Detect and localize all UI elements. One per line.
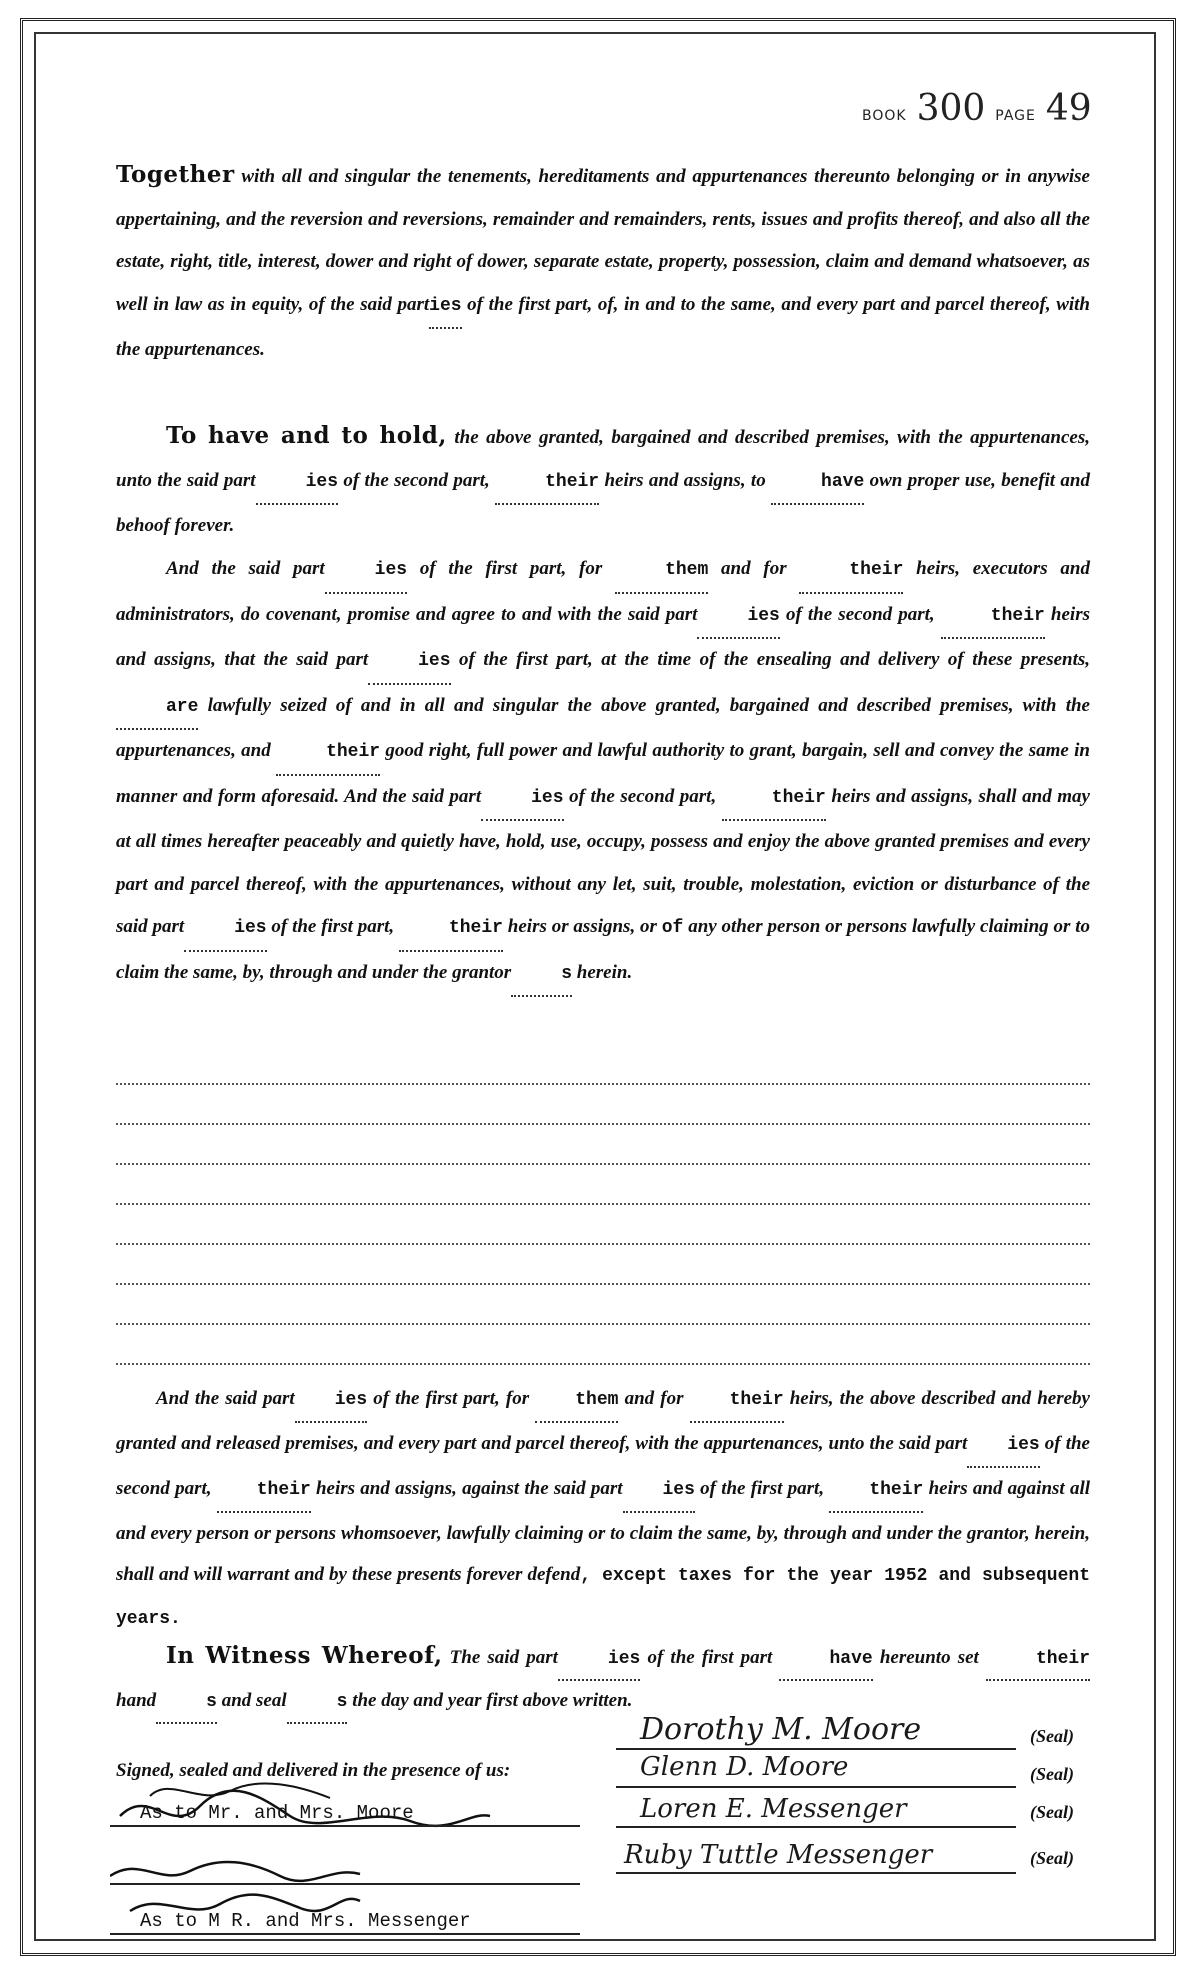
p4-f6: ies	[623, 1470, 695, 1513]
p3-t8: lawfully seized of and in all and singular the above granted, bargained and described premises, with the appurtenances, and	[116, 694, 1090, 761]
fill-have: have	[771, 461, 864, 506]
p3-f10: their	[722, 777, 826, 822]
para2-text2: of the second part,	[338, 469, 496, 491]
para2-text4: own proper use, benefit and behoof forever.	[116, 469, 1090, 536]
signed-sealed-label: Signed, sealed and delivered in the presence of us:	[116, 1760, 511, 1781]
p3-t4: heirs, executors and administrators, do covenant, promise and agree to and with the said part	[116, 558, 1090, 625]
seal-label: (Seal)	[1030, 1726, 1074, 1746]
paragraph-together	[116, 154, 1090, 372]
para1-text: with all and singular the tenements, hereditaments and appurtenances thereunto belonging or in anywise appertaining, and the reversion and reversions, remainder and remainders, rents, issues and profits thereof, and also all the estate, right, title, interest, dower and right of dower, separate estate, property, possession, claim and demand whatsoever, as well in law as in equity, of the said part	[116, 166, 1090, 315]
lead-together: Together	[116, 161, 235, 188]
signature-grantor-3: Loren E. Messenger	[640, 1794, 907, 1824]
fill-parties: ies	[429, 285, 461, 330]
blank-line	[116, 1322, 1090, 1325]
seal-label: (Seal)	[1030, 1802, 1074, 1822]
blank-line	[116, 1362, 1090, 1365]
signature-line	[616, 1786, 1016, 1788]
p5-t5: and seal	[216, 1690, 287, 1711]
p4-t8: heirs and against all and every person or persons whomsoever, lawfully claiming or to claim the same, by, through and under the grantor, herein, shall and will warrant and by these presents forever defend	[116, 1478, 1090, 1585]
p3-f7: are	[116, 686, 198, 731]
paragraph-habendum	[116, 415, 1090, 548]
blank-line	[116, 1162, 1090, 1165]
lead-to-have: To have and to hold,	[166, 422, 447, 449]
p3-t3: and for	[708, 558, 800, 579]
p3-t12: of the first part,	[266, 916, 399, 937]
p3-f4: ies	[697, 595, 779, 640]
p3-t13: heirs or assigns, or	[502, 916, 662, 937]
p4-t5: of the second part,	[116, 1433, 1090, 1499]
p3-t11: heirs and assigns, shall and may at all times hereafter peaceably and quietly have, hold, use, occupy, possess and enjoy the above granted premises and every part and parcel thereof, with the appurtenances, without any let, suit, trouble, molestation, eviction or disturbance of the said part	[116, 785, 1090, 937]
book-number: 300	[916, 88, 986, 129]
signature-line	[616, 1826, 1016, 1828]
p4-t3: and for	[618, 1388, 690, 1409]
p3-t2: of the first part, for	[407, 558, 616, 579]
page-number: 49	[1045, 88, 1092, 129]
paragraph-covenants	[116, 548, 1090, 997]
seal-label: (Seal)	[1030, 1848, 1074, 1868]
p4-f7: their	[829, 1470, 923, 1513]
lead-in-witness: In Witness Whereof,	[166, 1642, 443, 1669]
p5-t6: the day and year first above written.	[347, 1690, 633, 1711]
p4-f5: their	[217, 1470, 311, 1513]
para2-text3: heirs and assigns, to	[599, 469, 772, 491]
fill-their: their	[495, 461, 599, 506]
p3-f12: their	[399, 907, 503, 952]
witness-note-moore: As to Mr. and Mrs. Moore	[140, 1802, 414, 1824]
p3-t5: of the second part,	[779, 603, 941, 625]
book-label: BOOK	[862, 108, 907, 124]
blank-line	[116, 1122, 1090, 1125]
p5-t1: The said part	[442, 1647, 558, 1668]
signature-grantor-2: Glenn D. Moore	[640, 1752, 849, 1782]
p5-f1: ies	[558, 1639, 640, 1681]
paragraph-witness-whereof	[116, 1636, 1090, 1724]
p3-f5: their	[941, 595, 1045, 640]
witness-note-messenger: As to M R. and Mrs. Messenger	[140, 1910, 471, 1932]
p3-t1: And the said part	[166, 558, 325, 579]
paragraph-warranty	[116, 1378, 1090, 1640]
p3-f13: of	[661, 918, 684, 938]
p4-f3: their	[690, 1380, 784, 1423]
p4-f2: them	[535, 1380, 618, 1423]
p4-f1: ies	[295, 1380, 367, 1423]
p5-t2: of the first part	[640, 1647, 780, 1668]
p4-t7: of the first part,	[694, 1478, 830, 1499]
p3-t9: good right, full power and lawful authority to grant, bargain, sell and convey the same in manner and form aforesaid. And the said part	[116, 740, 1091, 807]
blank-line	[116, 1202, 1090, 1205]
p3-t7: of the first part, at the time of the ensealing and delivery of these presents,	[450, 649, 1091, 670]
p5-f3: their	[986, 1639, 1090, 1681]
p5-f4: s	[156, 1682, 217, 1724]
p5-t3: hereunto set	[872, 1647, 986, 1668]
blank-line	[116, 1282, 1090, 1285]
p3-t15: herein.	[572, 961, 633, 983]
p3-t6: heirs and assigns, that the said part	[116, 603, 1090, 670]
p4-t2: of the first part, for	[367, 1388, 536, 1409]
p5-f2: have	[779, 1639, 872, 1681]
p4-t1: And the said part	[156, 1388, 295, 1409]
p3-f2: them	[615, 549, 708, 594]
signature-grantor-4: Ruby Tuttle Messenger	[624, 1840, 933, 1870]
signature-line	[616, 1748, 1016, 1750]
p4-t4: heirs, the above described and hereby granted and released premises, and every part and parcel thereof, with the appurtenances, unto the said part	[116, 1388, 1090, 1454]
p3-t14: any other person or persons lawfully claiming or to claim the same, by, through and under the grantor	[116, 916, 1090, 983]
fill-parties: ies	[256, 461, 338, 506]
p4-f4: ies	[967, 1425, 1039, 1468]
p4-t6: heirs and assigns, against the said part	[310, 1478, 623, 1499]
p5-f5: s	[287, 1682, 348, 1724]
p3-f14: s	[511, 953, 572, 998]
witness-signature-2	[110, 1862, 360, 1881]
para1-text2: of the first part, of, in and to the same, and every part and parcel thereof, with the appurtenances.	[116, 293, 1090, 360]
p3-f1: ies	[325, 549, 407, 594]
p3-f11: ies	[184, 907, 266, 952]
seal-label: (Seal)	[1030, 1764, 1074, 1784]
book-page-stamp	[862, 88, 1092, 129]
p3-t10: of the second part,	[563, 785, 722, 807]
p3-f8: their	[276, 731, 380, 776]
p3-f9: ies	[481, 777, 563, 822]
p3-f3: their	[799, 549, 903, 594]
signature-line	[616, 1872, 1016, 1874]
blank-line	[116, 1082, 1090, 1085]
page-label: PAGE	[995, 108, 1036, 124]
para2-text1: the above granted, bargained and described premises, with the appurtenances, unto the said part	[116, 427, 1090, 491]
signature-grantor-1: Dorothy M. Moore	[640, 1712, 922, 1747]
p4-f8: , except taxes for the year 1952 and subsequent years.	[116, 1566, 1090, 1629]
blank-line	[116, 1242, 1090, 1245]
p3-f6: ies	[368, 640, 450, 685]
witness-signature-3	[130, 1895, 360, 1911]
p5-t4: hand	[116, 1690, 157, 1711]
